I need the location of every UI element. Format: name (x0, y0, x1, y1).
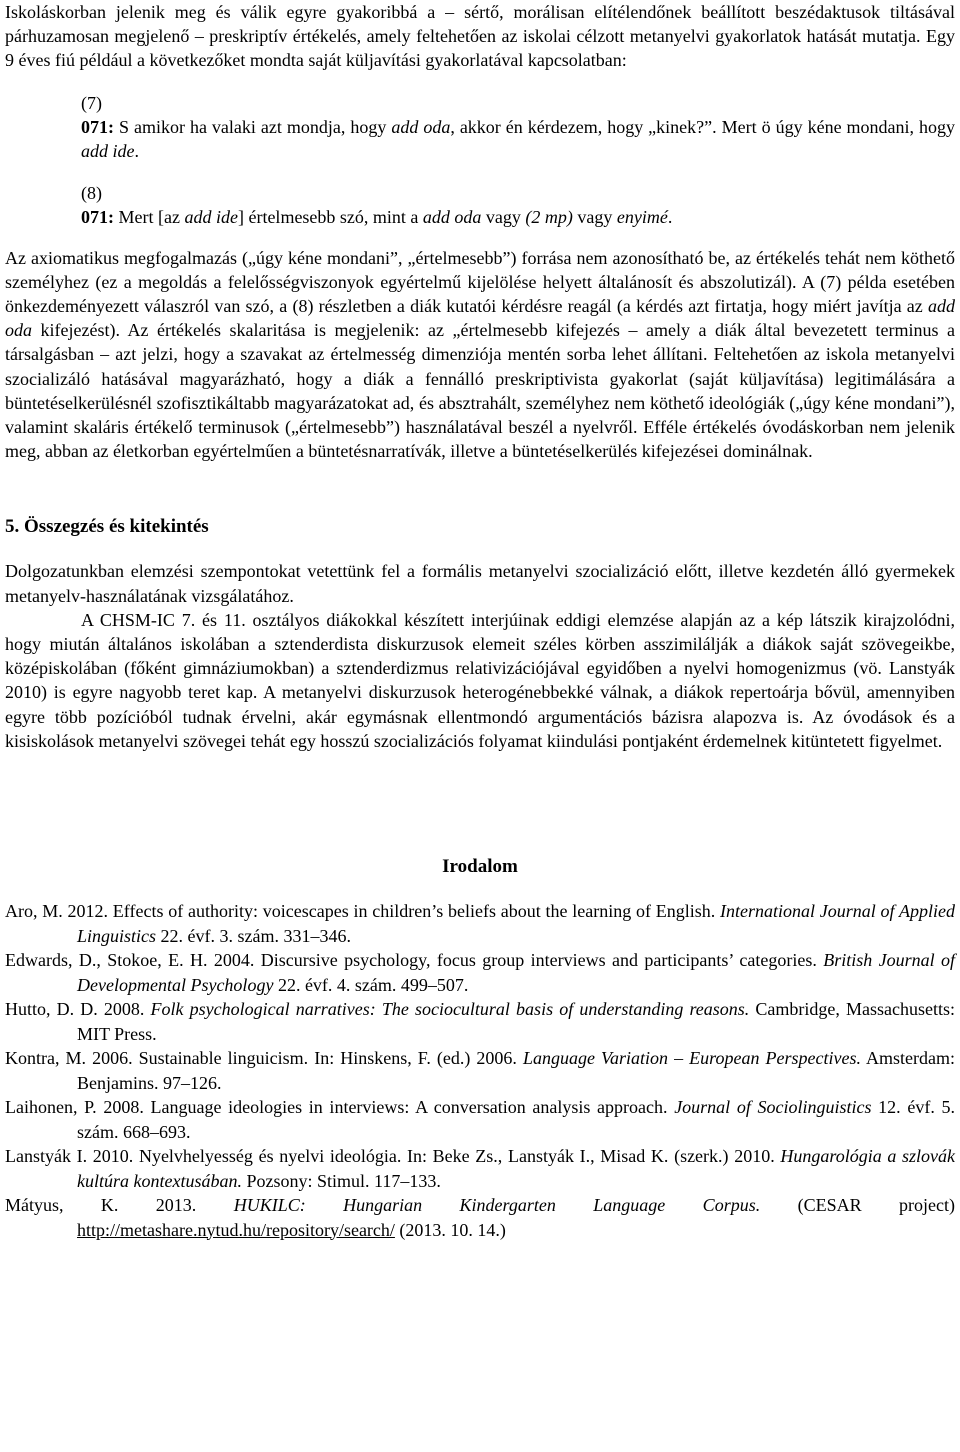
ref-title: British Journal of Developmental Psychology (77, 950, 955, 995)
example-8 (81, 181, 955, 229)
example-number: (7) (81, 92, 102, 113)
ref-title: HUKILC: Hungarian Kindergarten Language Corpus. (233, 1195, 761, 1216)
example-8-text-1: Mert [az (114, 207, 185, 228)
example-7-italic-2: add ide (81, 141, 135, 162)
ref-details: Pozsony: Stimul. 117–133. (241, 1170, 441, 1191)
ref-details: Amsterdam: Benjamins. 97–126. (77, 1048, 956, 1093)
example-8-text-2: ] értelmesebb szó, mint a (237, 207, 423, 228)
example-8-italic-2: add oda (422, 207, 482, 228)
example-7 (81, 91, 955, 164)
analysis-text-2: kifejezést). Az értékelés skalaritása is megjelenik: az „értelmesebb kifejezés – amely a diák által bevezetett terminus a társalgásban – azt jelzi, hogy a szavakat az értelmesség dimenziója mentén sorba lehet állítani. Feltehetően az iskola metanyelvi szocializáló hatásával magyarázható, hogy a diák a fennálló preskriptivista gyakorlat (saját küljavítása) legitimálására a büntetéselkerülésnél szofisztikáltabb magyarázatokat ad, és absztrahált, személyhez nem köthető ideológiák („úgy kéne mondani”), valamint skaláris értékelő terminusok („értelmesebb”) használatával beszél a nyelvről. Efféle értékelés óvodáskorban nem jelenik meg, abban az életkorban egyértelműen a büntetésnarratívák, illetve a büntetéselkerülés kifejezései dominálnak. (5, 320, 955, 462)
intro-text-1: Iskoláskorban jelenik meg és válik egyre gyakoribbá a – sértő, morálisan elítélendőnek beállított beszédaktusok tiltásával párhuzamosan megjelenő – preskriptív értékelés, amely feltehetően az iskolai célzott metanyelvi gyakorlatok hatását mutatja. (5, 2, 955, 47)
ref-title: International Journal of Applied Linguistics (77, 901, 955, 946)
ref-title: Hungarológia a szlovák kultúra kontextusában. (77, 1146, 956, 1191)
summary-paragraph-2: A CHSM-IC 7. és 11. osztályos diákokkal készített interjúinak eddigi elemzése alapján az a kép látszik kirajzolódni, hogy miután általános iskolában a sztenderdista diskurzusok elemeit széles körben asszimilálják a diákok saját szövegeikbe, középiskolában (főként gimnáziumokban) a sztenderdizmus relativizációjával egyidőben a nyelvi homogenizmus (vö. Lanstyák 2010) is egyre nagyobb teret kap. A metanyelvi diskurzusok heterogénebbekké válnak, a diákok repertoárja bővül, amennyiben egyre több pozícióból tudnak érvelni, akár egymásnak ellentmondó argumentációs bázisra alapozva is. Az óvodások és a kisiskolások metanyelvi szövegei tehát egy hosszú szocializációs folyamat kiindulási pontjaként érdemelnek kitüntetett figyelmet. (5, 609, 955, 751)
example-8-italic-1: add ide (184, 207, 238, 228)
ref-text: Aro, M. 2012. Effects of authority: voicescapes in children’s beliefs about the learning of English. (5, 901, 721, 922)
ref-text: Lanstyák I. 2010. Nyelvhelyesség és nyelvi ideológia. In: Beke Zs., Lanstyák I., Misad K. (szerk.) 2010. (5, 1146, 781, 1167)
example-text (81, 205, 955, 229)
example-7-text-3: . (134, 141, 139, 162)
speaker-code: 071: (81, 116, 114, 137)
ref-details: 12. évf. 5. szám. 668–693. (77, 1097, 955, 1142)
example-number: (8) (81, 183, 102, 204)
example-7-italic-1: add oda (391, 116, 451, 137)
speaker-code: 071: (81, 207, 114, 228)
example-8-italic-4: enyimé (616, 207, 668, 228)
ref-text: Hutto, D. D. 2008. (5, 999, 151, 1020)
ref-details: Cambridge, Massachusetts: MIT Press. (77, 999, 956, 1044)
reference-item (5, 948, 955, 997)
example-7-text-2: , akkor én kérdezem, hogy „kinek?”. Mert ö úgy kéne mondani, hogy (450, 116, 956, 137)
ref-details: 22. évf. 4. szám. 499–507. (273, 974, 469, 995)
intro-text-2: Egy 9 éves fiú például a következőket mondta saját küljavítási gyakorlatával kapcsolatban: (5, 26, 955, 71)
example-7-text-1: S amikor ha valaki azt mondja, hogy (114, 116, 392, 137)
reference-link[interactable]: http://metashare.nytud.hu/repository/search/ (77, 1219, 395, 1240)
example-8-text-4: vagy (572, 207, 617, 228)
ref-details: (CESAR project) (760, 1195, 955, 1216)
reference-item (5, 1144, 955, 1193)
example-8-text-3: vagy (481, 207, 526, 228)
analysis-paragraph (5, 246, 955, 464)
reference-item (5, 997, 955, 1046)
ref-text: Edwards, D., Stokoe, E. H. 2004. Discursive psychology, focus group interviews and participants’ categories. (5, 950, 824, 971)
ref-text: Kontra, M. 2006. Sustainable linguicism. In: Hinskens, F. (ed.) 2006. (5, 1048, 523, 1069)
summary-paragraph-1: Dolgozatunkban elemzési szempontokat vetettünk fel a formális metanyelvi szocializáció előtt, illetve kezdetén álló gyermekek metanyelv-használatának vizsgálatához. (5, 561, 955, 606)
section-heading: 5. Összegzés és kitekintés (5, 516, 209, 538)
example-text (81, 115, 955, 163)
reference-item (5, 1046, 955, 1095)
example-8-italic-3: (2 mp) (525, 207, 573, 228)
example-8-text-5: . (667, 207, 673, 228)
analysis-text-1: Az axiomatikus megfogalmazás („úgy kéne mondani”, „értelmesebb”) forrása nem azonosítható be, az értékelés tehát nem köthető személyhez (ez a megoldás a felelősségviszonyok egyértelmű kijelölése helyett általánosít és abszolutizál). A (7) példa esetében önkezdeményezett válaszról van szó, a (8) részletben a diák kutatói kérdésre reagál (a kérdés azt firtatja, hogy miért javítja az (5, 247, 955, 317)
reference-item (5, 899, 955, 948)
reference-item (5, 1095, 955, 1144)
reference-list (5, 899, 955, 1242)
ref-title: Folk psychological narratives: The sociocultural basis of understanding reasons. (150, 999, 750, 1020)
ref-title: Language Variation – European Perspectives. (522, 1048, 861, 1069)
ref-title: Journal of Sociolinguistics (674, 1097, 872, 1118)
bibliography-heading: Irodalom (442, 856, 518, 878)
ref-access-date: (2013. 10. 14.) (394, 1219, 506, 1240)
ref-text: Laihonen, P. 2008. Language ideologies in interviews: A conversation analysis approach. (5, 1097, 675, 1118)
intro-paragraph (5, 0, 955, 73)
ref-details: 22. évf. 3. szám. 331–346. (156, 925, 351, 946)
ref-text: Mátyus, K. 2013. (5, 1195, 234, 1216)
analysis-italic-1: add oda (5, 296, 955, 341)
reference-item (5, 1193, 955, 1242)
document-page (5, 0, 955, 1242)
